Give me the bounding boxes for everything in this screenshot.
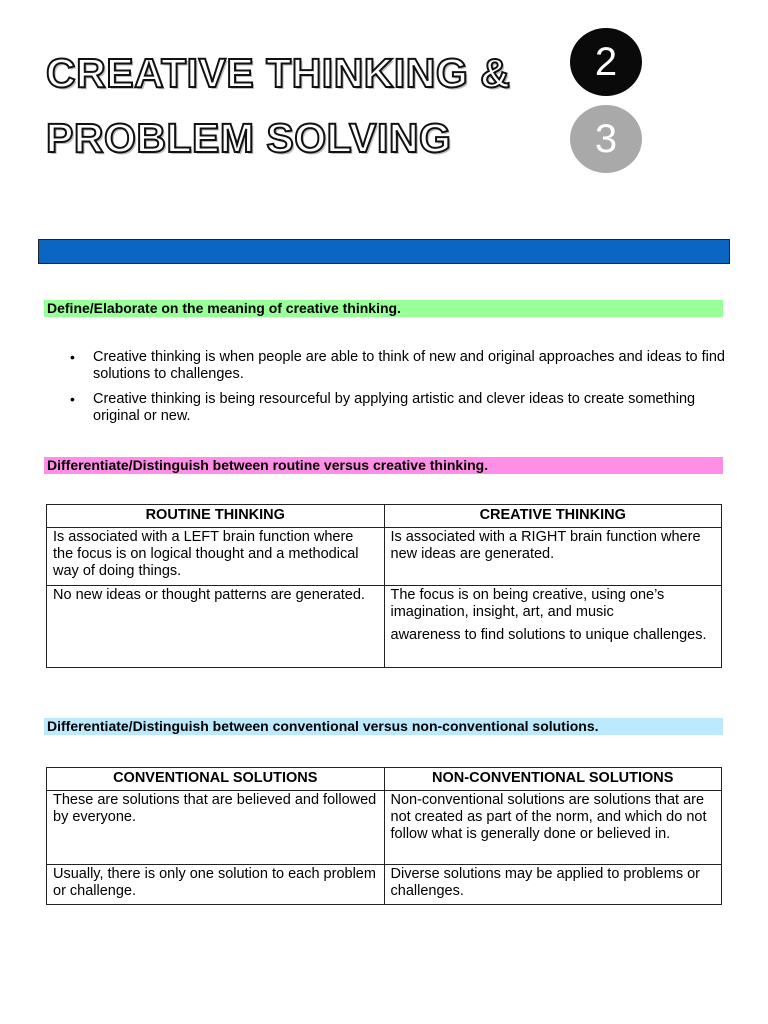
column-header-routine: ROUTINE THINKING — [47, 505, 385, 528]
table-cell: Non-conventional solutions are solutions that are not created as part of the norm, and which do not follow what is generally done or believed in. — [384, 791, 722, 865]
table-cell: Diverse solutions may be applied to problems or challenges. — [384, 865, 722, 905]
bullet-icon: • — [70, 349, 75, 365]
bullet-icon: • — [70, 391, 75, 407]
page-title-line-1: CREATIVE THINKING & — [46, 50, 511, 96]
routine-vs-creative-table — [46, 504, 722, 668]
blue-banner-bar — [38, 239, 730, 264]
table-row — [47, 791, 722, 865]
list-item — [70, 349, 730, 383]
table-cell: These are solutions that are believed and followed by everyone. — [47, 791, 385, 865]
table-cell: Is associated with a LEFT brain function where the focus is on logical thought and a methodical way of doing things. — [47, 528, 385, 586]
table-header-row — [47, 768, 722, 791]
table-header-row — [47, 505, 722, 528]
bullet-text: Creative thinking is when people are able to think of new and original approaches and ideas to find solutions to challenges. — [93, 349, 725, 382]
page-title-line-2: PROBLEM SOLVING — [46, 115, 452, 161]
section-heading-routine-vs-creative: Differentiate/Distinguish between routine versus creative thinking. — [44, 457, 723, 474]
column-header-conventional: CONVENTIONAL SOLUTIONS — [47, 768, 385, 791]
table-row — [47, 586, 722, 668]
bullet-text: Creative thinking is being resourceful by applying artistic and clever ideas to create something original or new. — [93, 391, 696, 424]
number-badge-grey: 3 — [570, 105, 642, 173]
column-header-creative: CREATIVE THINKING — [384, 505, 722, 528]
section-heading-conventional-vs-nonconventional: Differentiate/Distinguish between conventional versus non-conventional solutions. — [44, 718, 723, 735]
definition-bullet-list — [70, 349, 730, 433]
table-cell: Usually, there is only one solution to each problem or challenge. — [47, 865, 385, 905]
section-heading-definition: Define/Elaborate on the meaning of creative thinking. — [44, 300, 723, 317]
table-row — [47, 865, 722, 905]
number-badge-dark: 2 — [570, 28, 642, 96]
table-cell: Is associated with a RIGHT brain function where new ideas are generated. — [384, 528, 722, 586]
list-item — [70, 391, 730, 425]
table-cell: The focus is on being creative, using one’s imagination, insight, art, and music awareness to find solutions to unique challenges. — [384, 586, 722, 668]
table-cell: No new ideas or thought patterns are generated. — [47, 586, 385, 668]
column-header-non-conventional: NON-CONVENTIONAL SOLUTIONS — [384, 768, 722, 791]
conventional-vs-nonconventional-table — [46, 767, 722, 905]
table-row — [47, 528, 722, 586]
